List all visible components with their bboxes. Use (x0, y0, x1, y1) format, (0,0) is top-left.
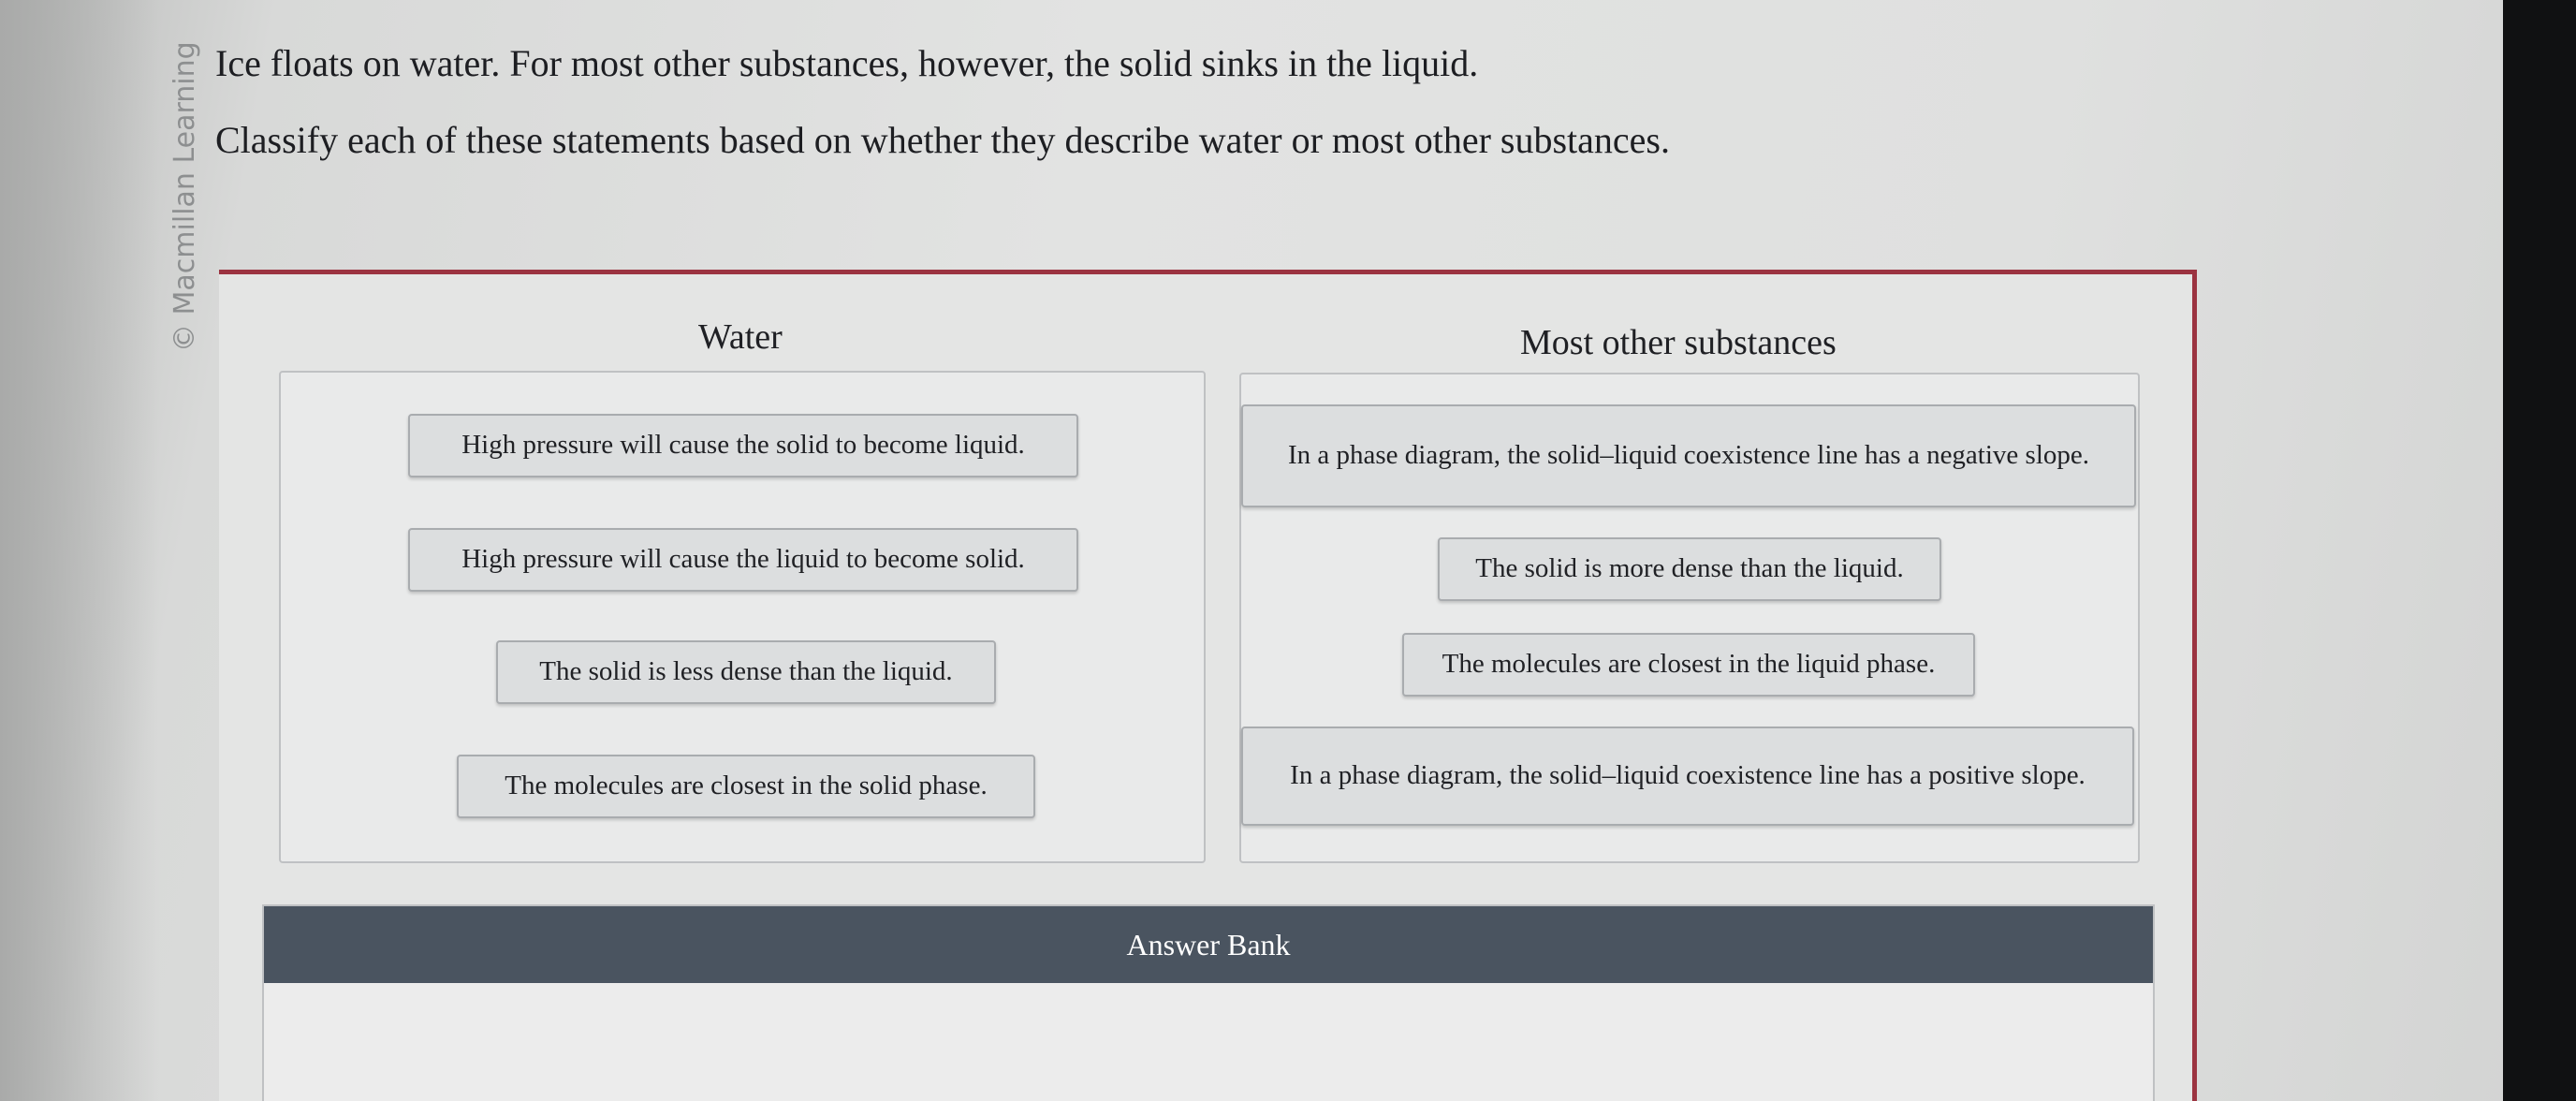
question-text: Ice floats on water. For most other substances, however, the solid sinks in the liquid. (215, 42, 1479, 84)
water-card-1[interactable]: High pressure will cause the solid to become liquid. (408, 414, 1078, 477)
copyright-watermark: © Macmillan Learning (168, 41, 201, 352)
answer-bank-title: Answer Bank (1126, 927, 1291, 962)
other-card-1[interactable]: In a phase diagram, the solid–liquid coexistence line has a negative slope. (1241, 404, 2136, 507)
monitor-bezel (2503, 0, 2576, 1101)
answer-bank[interactable] (262, 904, 2155, 1101)
other-card-4[interactable]: In a phase diagram, the solid–liquid coexistence line has a positive slope. (1241, 727, 2134, 826)
water-column-title: Water (698, 317, 783, 357)
water-card-4[interactable]: The molecules are closest in the solid phase. (457, 755, 1035, 818)
water-card-3[interactable]: The solid is less dense than the liquid. (496, 640, 996, 704)
other-card-3[interactable]: The molecules are closest in the liquid phase. (1402, 633, 1975, 697)
other-card-2[interactable]: The solid is more dense than the liquid. (1438, 537, 1941, 601)
answer-bank-header (264, 906, 2153, 983)
other-column-title: Most other substances (1520, 323, 1837, 362)
left-shadow (0, 0, 159, 1101)
water-card-2[interactable]: High pressure will cause the liquid to become solid. (408, 528, 1078, 592)
instruction-text: Classify each of these statements based on whether they describe water or most other substances. (215, 119, 1670, 161)
